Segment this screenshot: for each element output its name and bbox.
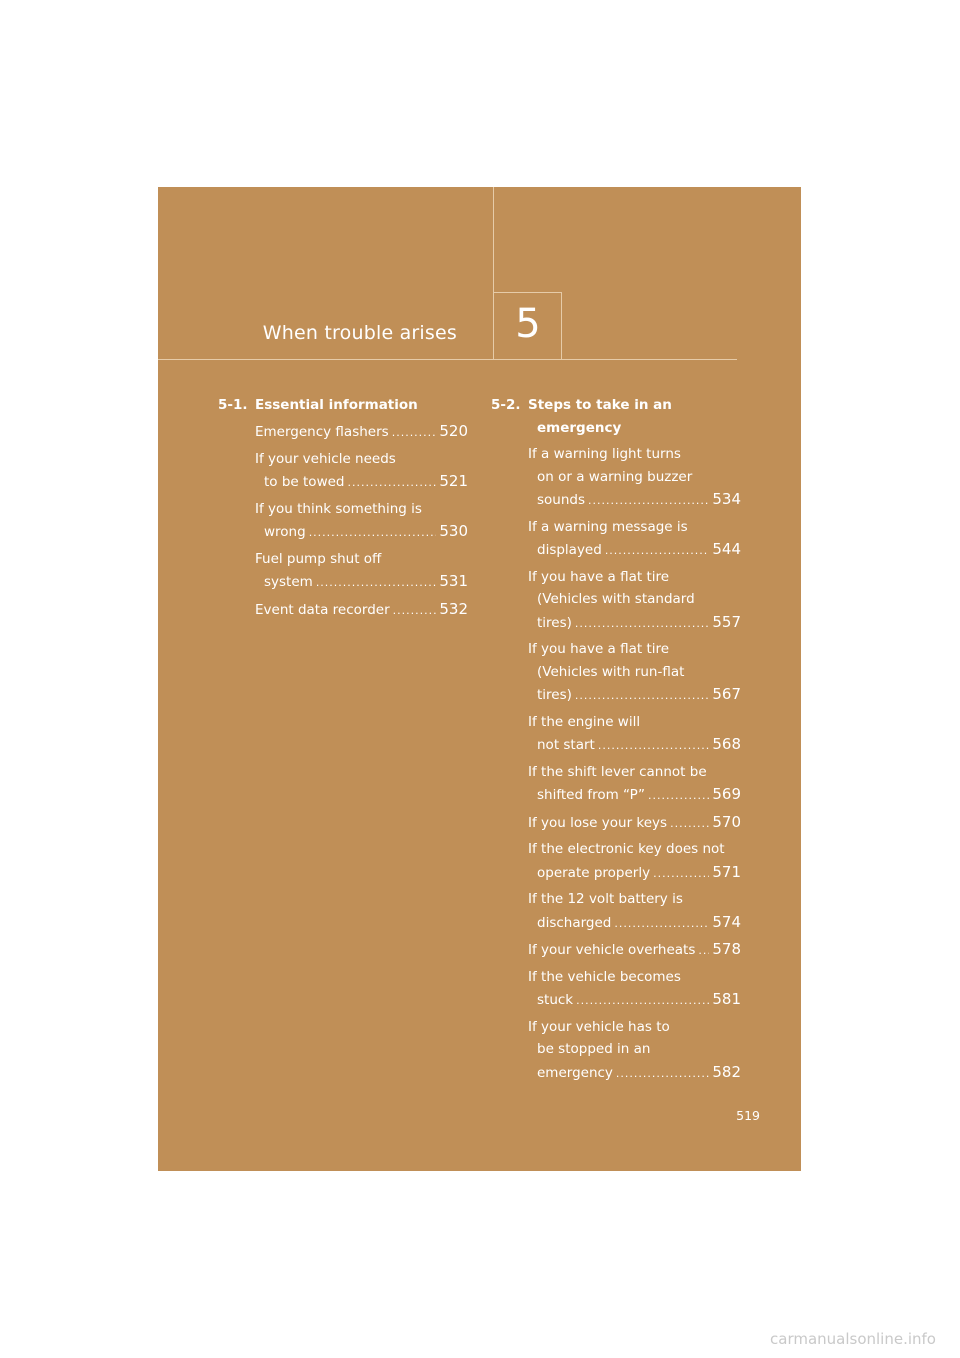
section-title-line: Essential information <box>255 397 418 413</box>
toc-entry-line <box>255 570 468 595</box>
toc-leader-dots <box>698 940 709 963</box>
toc-leader-dots <box>648 785 709 808</box>
toc-entry-text: If the vehicle becomes <box>528 968 681 985</box>
toc-entries <box>528 443 741 1085</box>
toc-page-number: 571 <box>712 862 741 881</box>
toc-entry-line <box>528 911 741 936</box>
toc-leader-dots <box>614 913 709 936</box>
toc-entry-text: If your vehicle needs <box>255 450 396 467</box>
toc-entry[interactable] <box>528 1016 741 1086</box>
toc-entry[interactable] <box>528 966 741 1013</box>
section-title-line: emergency <box>537 420 622 436</box>
toc-entry-text: sounds <box>537 492 586 508</box>
toc-entry-text: wrong <box>264 524 306 540</box>
section-title <box>528 394 741 440</box>
toc-entry-text: Fuel pump shut off <box>255 550 382 567</box>
toc-entry-line <box>528 1038 741 1061</box>
toc-entry-line <box>528 861 741 886</box>
toc-entry[interactable] <box>255 598 468 623</box>
section-number: 5-1. <box>218 397 248 413</box>
toc-leader-dots <box>393 600 437 623</box>
toc-entry-line <box>528 538 741 563</box>
toc-leader-dots <box>347 472 436 495</box>
toc-entry-line <box>255 548 468 571</box>
toc-entry-line <box>528 661 741 684</box>
toc-page-number: 520 <box>439 422 468 440</box>
toc-entry-line <box>528 516 741 539</box>
toc-entry-text: emergency <box>537 1064 613 1081</box>
toc-entry[interactable] <box>528 516 741 563</box>
footer-watermark: carmanualsonline.info <box>770 1330 936 1348</box>
toc-entry[interactable] <box>528 888 741 935</box>
toc-leader-dots <box>575 613 709 636</box>
toc-entry-text: If you have a flat tire <box>528 568 670 585</box>
toc-entry-text: If the shift lever cannot be <box>528 763 707 780</box>
toc-entry-line <box>528 966 741 989</box>
toc-entry[interactable] <box>528 711 741 758</box>
toc-entry-line <box>528 683 741 708</box>
toc-entry-line <box>255 598 468 623</box>
toc-entry[interactable] <box>255 448 468 495</box>
toc-entry-line <box>528 1016 741 1039</box>
toc-page-number: 530 <box>439 522 468 540</box>
toc-entry-line <box>255 470 468 495</box>
toc-entry-text: Emergency flashers <box>255 424 389 440</box>
toc-entry-text: be stopped in an <box>537 1041 651 1057</box>
toc-entry-line <box>528 938 741 963</box>
toc-entry-line <box>528 638 741 661</box>
toc-entry-text: tires) <box>537 687 572 703</box>
toc-page-number: 531 <box>439 572 468 590</box>
section-heading <box>491 394 741 440</box>
chapter-number: 5 <box>515 301 541 347</box>
toc-entry-text: If you lose your keys <box>528 814 668 831</box>
toc-entry-text: If you have a flat tire <box>528 641 670 657</box>
toc-entry-text: (Vehicles with standard <box>537 591 695 607</box>
toc-page-number: 569 <box>712 785 741 803</box>
toc-entry-line <box>528 466 741 489</box>
toc-entry[interactable] <box>255 548 468 595</box>
toc-entry-text: operate properly <box>537 864 651 881</box>
toc-entry-line <box>528 1061 741 1086</box>
toc-entry-text: tires) <box>537 614 572 631</box>
toc-entries <box>255 420 468 622</box>
toc-page-number: 567 <box>712 685 741 703</box>
toc-entry-text: system <box>264 574 313 590</box>
toc-entry-line <box>528 588 741 611</box>
toc-entry-text: on or a warning buzzer <box>537 468 693 485</box>
toc-leader-dots <box>316 572 437 595</box>
toc-entry-line <box>528 783 741 808</box>
toc-entry-line <box>528 838 741 861</box>
toc-page-number: 581 <box>712 990 741 1008</box>
toc-leader-dots <box>616 1063 709 1086</box>
section-number: 5-2. <box>491 397 521 413</box>
header-horizontal-rule <box>158 359 737 360</box>
toc-entry[interactable] <box>255 420 468 445</box>
toc-page-number: 557 <box>712 612 741 631</box>
toc-entry-line <box>528 733 741 758</box>
toc-entry-text: (Vehicles with run-flat <box>537 663 685 680</box>
toc-entry-text: to be towed <box>264 474 345 490</box>
toc-entry-text: not start <box>537 737 595 753</box>
toc-leader-dots <box>392 422 437 445</box>
toc-entry-line <box>528 488 741 513</box>
toc-entry-line <box>255 520 468 545</box>
toc-entry-text: If your vehicle has to <box>528 1018 670 1035</box>
toc-entry[interactable] <box>528 566 741 636</box>
toc-entry-line <box>528 611 741 636</box>
toc-entry-line <box>528 811 741 836</box>
toc-leader-dots <box>598 735 710 758</box>
toc-section-5-1 <box>218 394 468 625</box>
toc-section-5-2 <box>491 394 741 1088</box>
toc-leader-dots <box>588 490 709 513</box>
toc-entry-line <box>255 448 468 471</box>
section-title-line: Steps to take in an <box>528 397 672 413</box>
toc-entry-text: stuck <box>537 992 574 1008</box>
toc-entry[interactable] <box>528 838 741 885</box>
toc-page-number: 568 <box>712 735 741 753</box>
chapter-title: When trouble arises <box>262 322 457 344</box>
toc-entry[interactable] <box>528 443 741 513</box>
toc-entry-text: If a warning light turns <box>528 446 681 462</box>
toc-entry-text: discharged <box>537 914 612 931</box>
toc-entry-line <box>255 420 468 445</box>
toc-page-number: 578 <box>712 940 741 958</box>
toc-entry-line <box>255 498 468 521</box>
toc-page-number: 534 <box>712 490 741 508</box>
toc-entry[interactable] <box>528 761 741 808</box>
toc-entry-text: If you think something is <box>255 500 422 517</box>
toc-entry-text: displayed <box>537 542 602 558</box>
toc-page-number: 570 <box>712 812 741 831</box>
toc-leader-dots <box>605 540 710 563</box>
toc-page-number: 582 <box>712 1062 741 1081</box>
toc-entry[interactable] <box>528 811 741 836</box>
toc-entry-text: If the electronic key does not <box>528 841 725 857</box>
toc-entry-line <box>528 988 741 1013</box>
toc-entry-text: Event data recorder <box>255 601 390 618</box>
toc-leader-dots <box>670 813 709 836</box>
toc-entry-line <box>528 761 741 784</box>
toc-entry-text: shifted from “P” <box>537 787 645 803</box>
toc-entry[interactable] <box>528 638 741 708</box>
toc-page-number: 532 <box>439 599 468 618</box>
toc-entry[interactable] <box>255 498 468 545</box>
toc-leader-dots <box>653 863 709 886</box>
toc-leader-dots <box>575 685 709 708</box>
toc-page-number: 521 <box>439 472 468 490</box>
toc-leader-dots <box>309 522 437 545</box>
page-number: 519 <box>736 1108 760 1123</box>
toc-page-number: 544 <box>712 540 741 558</box>
toc-entry-text: If the engine will <box>528 713 641 730</box>
section-title <box>255 394 468 417</box>
toc-entry-line <box>528 711 741 734</box>
toc-entry-text: If the 12 volt battery is <box>528 891 683 907</box>
toc-entry-line <box>528 443 741 466</box>
toc-entry-text: If a warning message is <box>528 518 688 535</box>
toc-entry-line <box>528 888 741 911</box>
toc-entry[interactable] <box>528 938 741 963</box>
toc-leader-dots <box>576 990 709 1013</box>
toc-entry-line <box>528 566 741 589</box>
toc-page-number: 574 <box>712 912 741 931</box>
section-heading <box>218 394 468 417</box>
toc-entry-text: If your vehicle overheats <box>528 942 696 958</box>
